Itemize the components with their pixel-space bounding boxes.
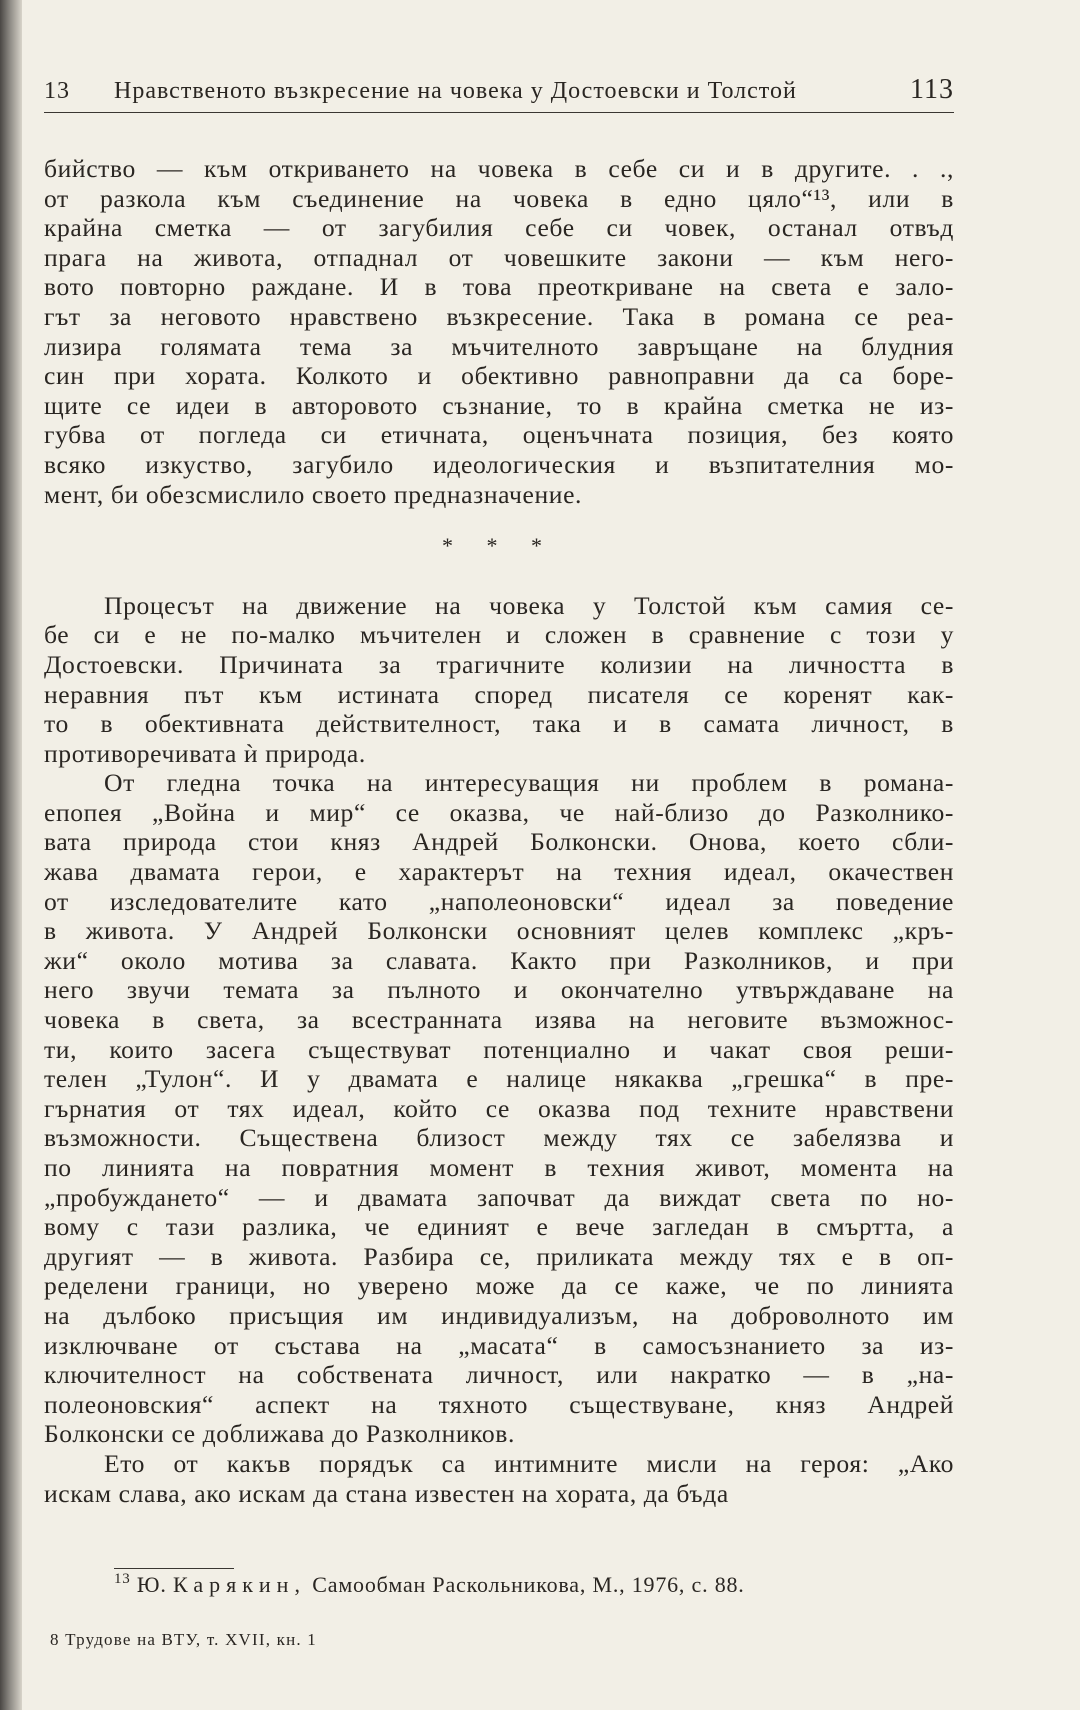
text-line: „пробуждането“ — и двамата започват да виждат света по но- (44, 1182, 954, 1212)
footnote-citation: Самообман Раскольникова, М., 1976, с. 88. (312, 1572, 745, 1597)
text-line: Болконски се доближава до Разколников. (44, 1419, 515, 1449)
footnote-marker: 13 (114, 1571, 131, 1587)
text-line: от изследователите като „наполеоновски“ идеал за поведение (44, 886, 954, 916)
footnote-rule (114, 1568, 234, 1569)
text-line: губва от погледа си етичната, оценъчната позиция, без която (44, 420, 954, 450)
text-line: прага на живота, отпаднал от човешките закони — към него- (44, 242, 954, 272)
page (44, 0, 954, 1710)
paragraph-1 (44, 154, 954, 509)
footnote-author-initial: Ю. (136, 1572, 167, 1597)
text-line: противоречивата ѝ природа. (44, 738, 366, 768)
section-separator: * * * (442, 533, 556, 559)
footnote-author-surname: Карякин, (172, 1572, 306, 1597)
text-line: гът за неговото нравствено възкресение. Така в романа се реа- (44, 301, 954, 331)
text-line: него звучи темата за пълното и окончателно утвърждаване на (44, 975, 954, 1005)
text-line: възможности. Съществена близост между тях се забелязва и (44, 1123, 954, 1153)
text-line: вому с тази разлика, че единият е вече загледан в смъртта, а (44, 1212, 954, 1242)
paragraph-4 (44, 1449, 954, 1508)
paragraph-3 (44, 768, 954, 1449)
text-line: другият — в живота. Разбира се, приликата между тях е в оп- (44, 1241, 954, 1271)
text-line: гърнатия от тях идеал, който се оказва под техните нравствени (44, 1093, 954, 1123)
book-spine-shadow (0, 0, 22, 1710)
text-line: крайна сметка — от загубилия себе си човек, останал отвъд (44, 213, 954, 243)
chapter-number: 13 (44, 78, 70, 104)
running-header (44, 72, 954, 112)
page-footer-signature: 8 Трудове на ВТУ, т. XVII, кн. 1 (50, 1630, 318, 1649)
text-line: всяко изкуство, загубило идеологическия и възпитателния мо- (44, 449, 954, 479)
text-line: от разкола към съединение на човека в едно цяло“¹³, или в (44, 183, 954, 213)
text-line: От гледна точка на интересуващия ни проблем в романа- (104, 768, 954, 798)
text-line: ти, които засега съществуват потенциално и чакат своя реши- (44, 1034, 954, 1064)
text-line: Ето от какъв порядък са интимните мисли на героя: „Ако (104, 1448, 954, 1478)
text-line: човека в света, за всестранната изява на неговите възможнос- (44, 1005, 954, 1035)
text-line: ределени граници, но уверено може да се каже, че по линията (44, 1271, 954, 1301)
text-line: вата природа стои княз Андрей Болконски. Онова, което сбли- (44, 827, 954, 857)
header-rule (44, 112, 954, 113)
text-line: искам слава, ако искам да стана известен на хората, да бъда (44, 1478, 729, 1508)
text-line: по линията на повратния момент в техния живот, момента на (44, 1153, 954, 1182)
text-line: бийство — към откриването на човека в себе си и в другите. . ., (44, 154, 954, 183)
text-line: в живота. У Андрей Болконски основният целев комплекс „кръ- (44, 916, 954, 946)
text-line: изключване от състава на „масата“ в самосъзнанието за из- (44, 1330, 954, 1360)
running-title: Нравственото възкресение на човека у Достоевски и Толстой (114, 78, 797, 104)
page-number: 113 (910, 74, 954, 105)
text-line: лизира голямата тема за мъчителното завръщане на блудния (44, 331, 954, 361)
footnote (114, 1572, 954, 1598)
paragraph-2 (44, 591, 954, 769)
text-line: жи“ около мотива за славата. Както при Разколников, и при (44, 945, 954, 975)
text-line: бе си е не по-малко мъчителен и сложен в сравнение с този у (44, 620, 954, 650)
text-line: Достоевски. Причината за трагичните колизии на личността в (44, 649, 954, 679)
text-line: на дълбоко присъщия им индивидуализъм, на доброволното им (44, 1300, 954, 1330)
text-line: неравния път към истината според писателя се коренят как- (44, 679, 954, 709)
text-line: Процесът на движение на човека у Толстой към самия се- (104, 590, 954, 620)
text-line: щите се идеи в авторовото съзнание, то в крайна сметка не из- (44, 390, 954, 420)
text-line: то в обективната действителност, така и в самата личност, в (44, 709, 954, 739)
text-line: вото повторно раждане. И в това преоткриване на света е зало- (44, 272, 954, 302)
text-line: син при хората. Колкото и обективно равноправни да са боре- (44, 361, 954, 391)
text-line: ключителност на собствената личност, или накратко — в „на- (44, 1360, 954, 1390)
body-text (44, 154, 954, 1508)
text-line: жава двамата герои, е характерът на техния идеал, окачествен (44, 857, 954, 887)
text-line: мент, би обезсмислило своето предназначение. (44, 479, 583, 509)
text-line: телен „Тулон“. И у двамата е налице някаква „грешка“ в пре- (44, 1064, 954, 1094)
text-line: епопея „Война и мир“ се оказва, че най-близо до Разколнико- (44, 797, 954, 827)
text-line: полеоновския“ аспект на тяхното съществуване, княз Андрей (44, 1389, 954, 1419)
